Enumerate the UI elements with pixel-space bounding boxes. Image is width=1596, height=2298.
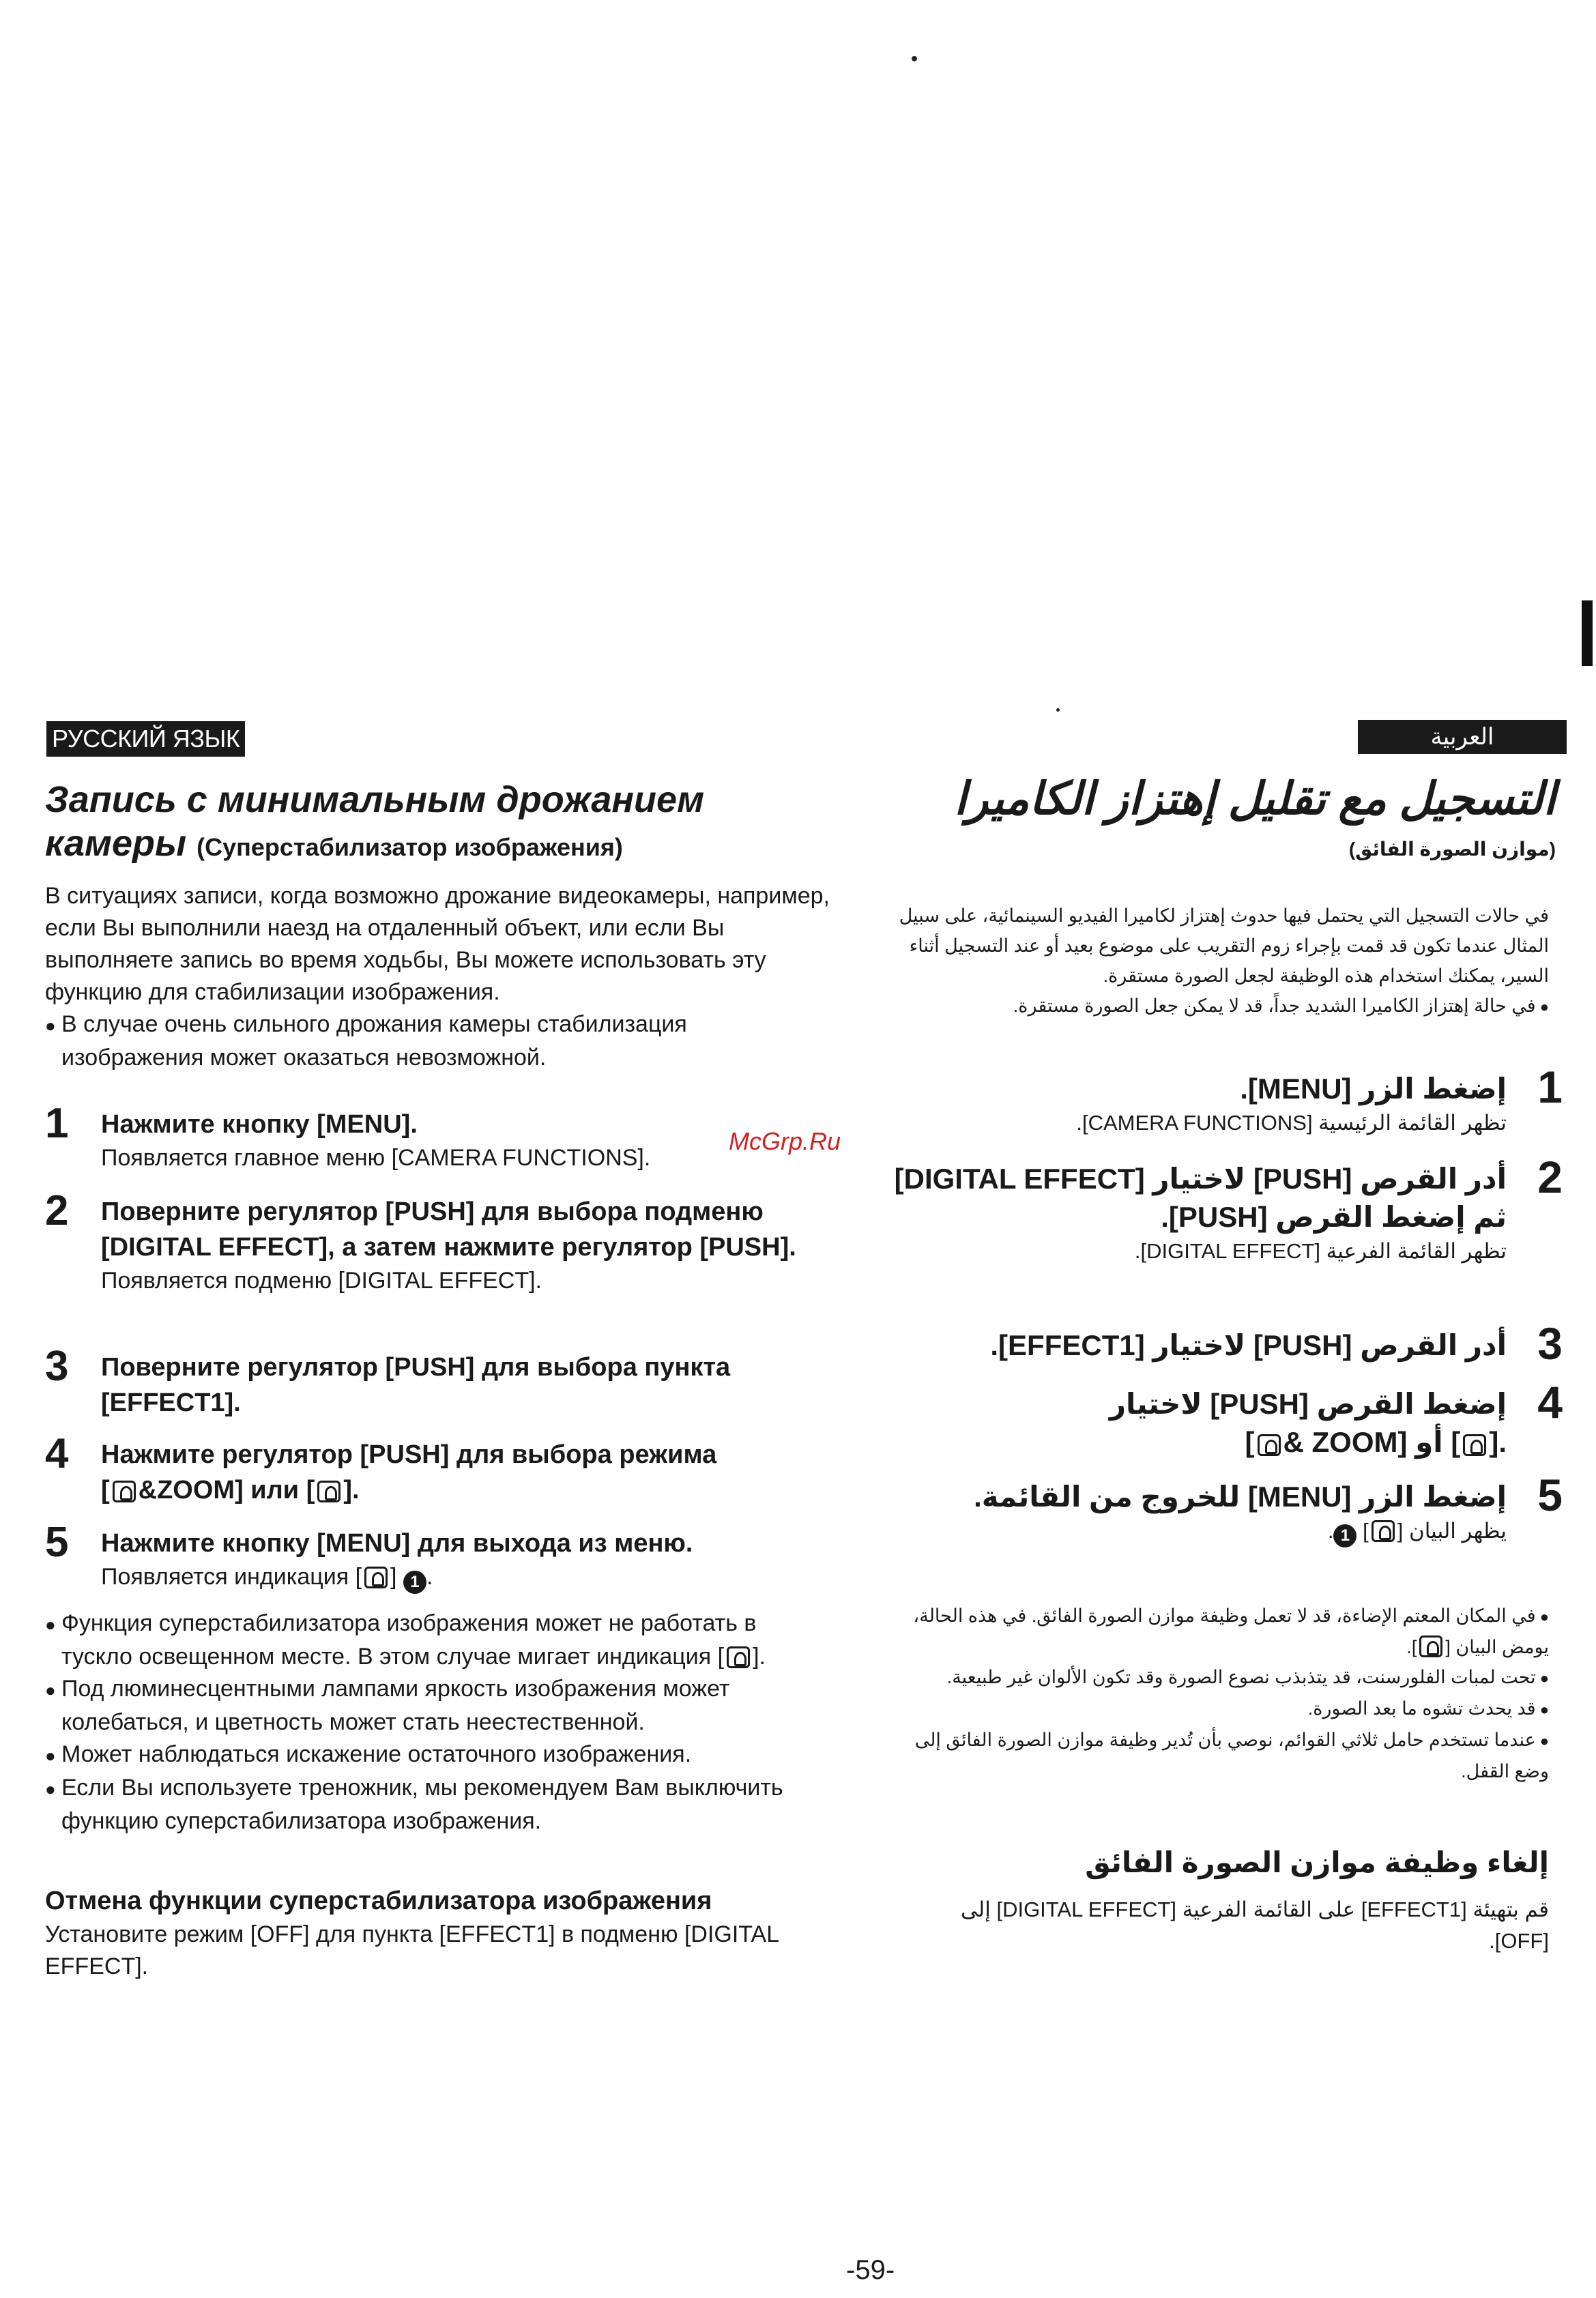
step-instruction: أدر القرص [PUSH] لاختيار [EFFECT1].: [990, 1329, 1507, 1361]
arabic-note: ● تحت لمبات الفلورسنت، قد يتذبذب نصوع الصورة وقد تكون الألوان غير طبيعية.: [887, 1662, 1549, 1693]
step-number: 3: [1537, 1318, 1563, 1369]
russian-note: ● Под люминесцентными лампами яркость изображения может колебаться, и цветность может стать неестественной.: [45, 1673, 830, 1739]
step-number: 2: [45, 1187, 69, 1234]
arabic-step-4: [887, 1377, 1563, 1461]
step-note: تظهر القائمة الفرعية [DIGITAL EFFECT].: [1134, 1239, 1507, 1263]
step-number: 5: [1537, 1470, 1563, 1520]
arabic-subtitle: (موازن الصورة الفائق): [1348, 839, 1556, 860]
russian-step-3: [45, 1343, 837, 1421]
russian-title-main: Запись с минимальным дрожанием камеры: [45, 779, 705, 864]
arabic-note: ● قد يحدث تشوه ما بعد الصورة.: [887, 1693, 1549, 1725]
arabic-step-1: [887, 1062, 1563, 1138]
arabic-step-2: [887, 1152, 1563, 1266]
arabic-notes: [887, 1601, 1549, 1786]
step-number: 4: [45, 1430, 69, 1477]
step-instruction: إضغط القرص [PUSH] لاختيار [ & ZOOM] أو [ ].: [1109, 1388, 1507, 1458]
stabilizer-icon: [727, 1646, 750, 1668]
step-instruction: Поверните регулятор [PUSH] для выбора подменю [DIGITAL EFFECT], а затем нажмите регулятор [PUSH].: [101, 1197, 796, 1262]
step-instruction: Поверните регулятор [PUSH] для выбора пункта [EFFECT1].: [101, 1353, 731, 1417]
russian-step-4: [45, 1430, 837, 1508]
step-instruction: إضغط الزر [MENU] للخروج من القائمة.: [974, 1481, 1507, 1513]
arabic-step-5: [887, 1470, 1563, 1547]
step-note: Появляется подменю [DIGITAL EFFECT].: [101, 1268, 542, 1294]
step-note: Появляется индикация [ ] 1 .: [101, 1561, 837, 1594]
step-number: 5: [45, 1519, 69, 1566]
stabilizer-icon: [1419, 1635, 1442, 1657]
step-instruction: إضغط الزر [MENU].: [1240, 1073, 1507, 1105]
stabilizer-icon: [113, 1481, 136, 1502]
step-number: 3: [45, 1343, 69, 1390]
russian-cancel-text: Установите режим [OFF] для пункта [EFFECT1] в подменю [DIGITAL EFFECT].: [45, 1921, 779, 1979]
russian-step-2: [45, 1187, 837, 1296]
step-number: 1: [1537, 1062, 1563, 1112]
russian-title-sub: (Суперстабилизатор изображения): [197, 833, 623, 861]
arabic-cancel-heading: إلغاء وظيفة موازن الصورة الفائق: [1085, 1846, 1549, 1878]
arabic-note: ● في المكان المعتم الإضاءة، قد لا تعمل وظيفة موازن الصورة الفائق. في هذه الحالة، يومض البيان [].: [887, 1601, 1549, 1662]
scan-dot: [912, 56, 917, 61]
stabilizer-icon: [364, 1567, 388, 1588]
russian-note: ● Если Вы используете треножник, мы рекомендуем Вам выключить функцию суперстабилизатора изображения.: [45, 1772, 830, 1837]
callout-1-icon: 1: [403, 1571, 426, 1594]
arabic-title: التسجيل مع تقليل إهتزاز الكاميرا: [954, 773, 1556, 824]
russian-note: ● Может наблюдаться искажение остаточного изображения.: [45, 1739, 830, 1772]
page-edge-mark: [1582, 600, 1593, 666]
step-note: يظهر البيان [] 1.: [887, 1516, 1507, 1547]
step-instruction: Нажмите кнопку [MENU].: [101, 1110, 418, 1139]
scan-dot: [1056, 708, 1060, 712]
russian-step-1: [45, 1100, 837, 1174]
russian-cancel-heading: Отмена функции суперстабилизатора изображения: [45, 1887, 712, 1915]
arabic-intro: [887, 901, 1549, 1022]
russian-intro: [45, 880, 830, 1074]
arabic-note: ● عندما تستخدم حامل ثلاثي القوائم، نوصي بأن تُدير وظيفة موازن الصورة الفائق إلى وضع القفل.: [887, 1725, 1549, 1786]
russian-notes: [45, 1608, 830, 1837]
page-number: -59-: [846, 2255, 895, 2285]
stabilizer-icon: [1258, 1434, 1281, 1456]
step-instruction: أدر القرص [PUSH] لاختيار [DIGITAL EFFECT] ثم إضغط القرص [PUSH].: [894, 1163, 1507, 1233]
arabic-language-label: العربية: [1358, 720, 1567, 754]
arabic-intro-text: في حالات التسجيل التي يحتمل فيها حدوث إهتزاز لكاميرا الفيديو السينمائية، على سبيل المثال عندما تكون قد قمت بإجراء زوم التقريب على موضوع بعيد أو عند التسجيل أثناء السير، يمكنك استخدام هذه الوظيفة لجعل الصورة مستقرة.: [899, 905, 1549, 986]
russian-intro-text: В ситуациях записи, когда возможно дрожание видеокамеры, например, если Вы выполнили наезд на отдаленный объект, или если Вы выполняете запись во время ходьбы, Вы можете использовать эту функцию для стабилизации изображения.: [45, 883, 830, 1005]
russian-note: ● Функция суперстабилизатора изображения может не работать в тускло освещенном месте. В этом случае мигает индикация [ ].: [45, 1608, 830, 1673]
watermark: McGrp.Ru: [729, 1127, 841, 1155]
arabic-step-3: [887, 1318, 1563, 1369]
russian-title: [45, 778, 816, 869]
step-number: 1: [45, 1100, 69, 1147]
callout-1-icon: 1: [1333, 1524, 1356, 1547]
step-note: Появляется главное меню [CAMERA FUNCTIONS].: [101, 1145, 651, 1171]
stabilizer-icon: [1463, 1434, 1486, 1456]
arabic-cancel-text: قم بتهيئة [EFFECT1] على القائمة الفرعية [DIGITAL EFFECT] إلى [OFF].: [960, 1897, 1549, 1953]
russian-step-5: [45, 1519, 837, 1594]
step-note: تظهر القائمة الرئيسية [CAMERA FUNCTIONS].: [1076, 1111, 1507, 1135]
arabic-intro-bullet: ● في حالة إهتزاز الكاميرا الشديد جداً، قد لا يمكن جعل الصورة مستقرة.: [887, 991, 1549, 1022]
step-number: 4: [1537, 1377, 1563, 1427]
step-instruction: Нажмите кнопку [MENU] для выхода из меню.: [101, 1529, 693, 1558]
stabilizer-icon: [1372, 1520, 1395, 1542]
russian-language-label: РУССКИЙ ЯЗЫК: [46, 721, 245, 757]
russian-intro-bullet: ● В случае очень сильного дрожания камеры стабилизация изображения может оказаться невозможной.: [45, 1008, 830, 1074]
step-number: 2: [1537, 1152, 1563, 1202]
step-instruction: Нажмите регулятор [PUSH] для выбора режима [ &ZOOM] или [ ].: [101, 1440, 717, 1504]
stabilizer-icon: [317, 1481, 340, 1502]
